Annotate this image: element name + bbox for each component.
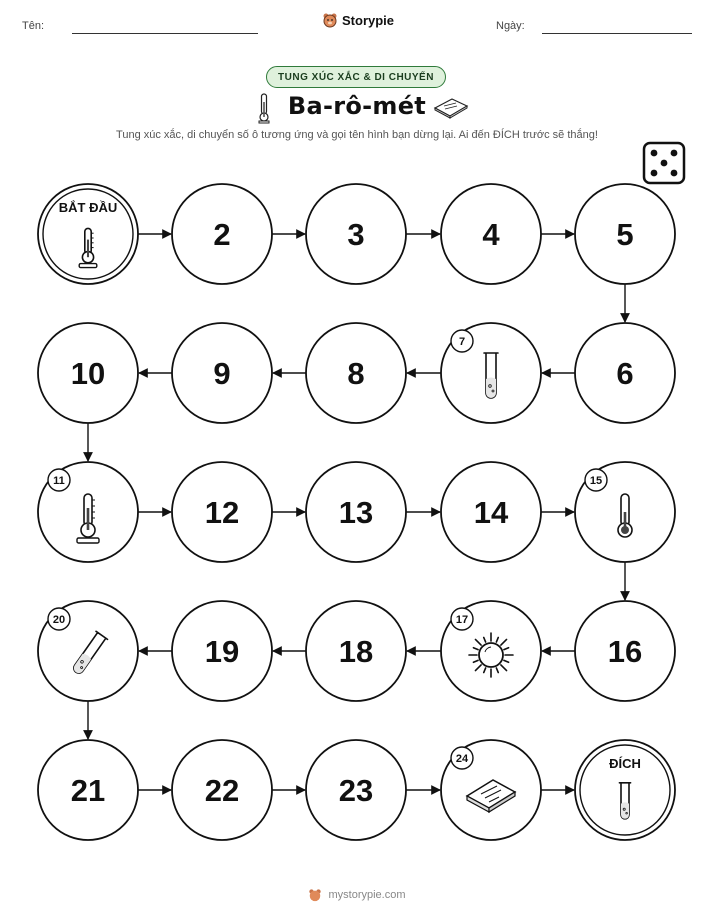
board-cell-8[interactable] (306, 323, 406, 423)
cell-number: 3 (347, 217, 365, 252)
board-cell-17[interactable] (441, 601, 541, 701)
cell-number: 19 (204, 634, 240, 669)
cell-number: 18 (338, 634, 374, 669)
start-cell[interactable] (38, 184, 138, 284)
instructions: Tung xúc xắc, di chuyển số ô tương ứng và gọi tên hình bạn dừng lại. Ai đến ĐÍCH trước sẽ thắng! (116, 129, 598, 141)
board-cell-5[interactable] (575, 184, 675, 284)
board-cell-19[interactable] (172, 601, 272, 701)
board-cell-20[interactable] (38, 601, 138, 701)
board-cell-3[interactable] (306, 184, 406, 284)
cell-number: 9 (213, 356, 231, 391)
cell-number: 20 (52, 614, 66, 626)
cell-number: 4 (482, 217, 500, 252)
test-tube-icon (484, 353, 498, 398)
footer-url[interactable]: mystorypie.com (328, 889, 406, 901)
board-cell-9[interactable] (172, 323, 272, 423)
cell-number: 21 (70, 773, 106, 808)
date-label: Ngày: (496, 20, 525, 32)
bear-icon (308, 888, 322, 902)
cell-number: 23 (338, 773, 374, 808)
cell-number: 6 (616, 356, 634, 391)
board-cell-4[interactable] (441, 184, 541, 284)
board-cell-22[interactable] (172, 740, 272, 840)
board-cell-7[interactable] (441, 323, 541, 423)
start-label: BẮT ĐẦU (58, 200, 118, 215)
board-cell-23[interactable] (306, 740, 406, 840)
footer (0, 888, 714, 902)
page-title: Ba-rô-mét (287, 92, 427, 120)
board-cell-16[interactable] (575, 601, 675, 701)
board-cell-12[interactable] (172, 462, 272, 562)
cell-number: 16 (607, 634, 643, 669)
board-cell-11[interactable] (38, 462, 138, 562)
activity-badge: TUNG XÚC XẮC & DI CHUYỂN (266, 66, 446, 88)
sun-icon (469, 633, 513, 677)
board-cell-14[interactable] (441, 462, 541, 562)
board-cell-15[interactable] (575, 462, 675, 562)
cell-number: 8 (347, 356, 365, 391)
cell-number: 2 (213, 217, 231, 252)
cell-number: 22 (204, 773, 240, 808)
name-label: Tên: (22, 20, 45, 32)
cell-number: 15 (589, 475, 603, 487)
board-cell-13[interactable] (306, 462, 406, 562)
cell-number: 12 (204, 495, 240, 530)
cell-number: 13 (338, 495, 374, 530)
brand-name: Storypie (342, 12, 395, 28)
board-cell-10[interactable] (38, 323, 138, 423)
board-cell-18[interactable] (306, 601, 406, 701)
cell-number: 24 (455, 753, 469, 765)
cell-number: 7 (458, 336, 466, 348)
test-tube-icon (619, 783, 630, 819)
cell-number: 5 (616, 217, 634, 252)
finish-label: ĐÍCH (609, 756, 641, 771)
board-cell-24[interactable] (441, 740, 541, 840)
board-cell-2[interactable] (172, 184, 272, 284)
board-cell-21[interactable] (38, 740, 138, 840)
cell-number: 10 (70, 356, 106, 391)
finish-cell[interactable] (575, 740, 675, 840)
board-cell-6[interactable] (575, 323, 675, 423)
cell-number: 14 (473, 495, 509, 530)
cell-number: 11 (53, 475, 65, 487)
cell-number: 17 (455, 614, 469, 626)
